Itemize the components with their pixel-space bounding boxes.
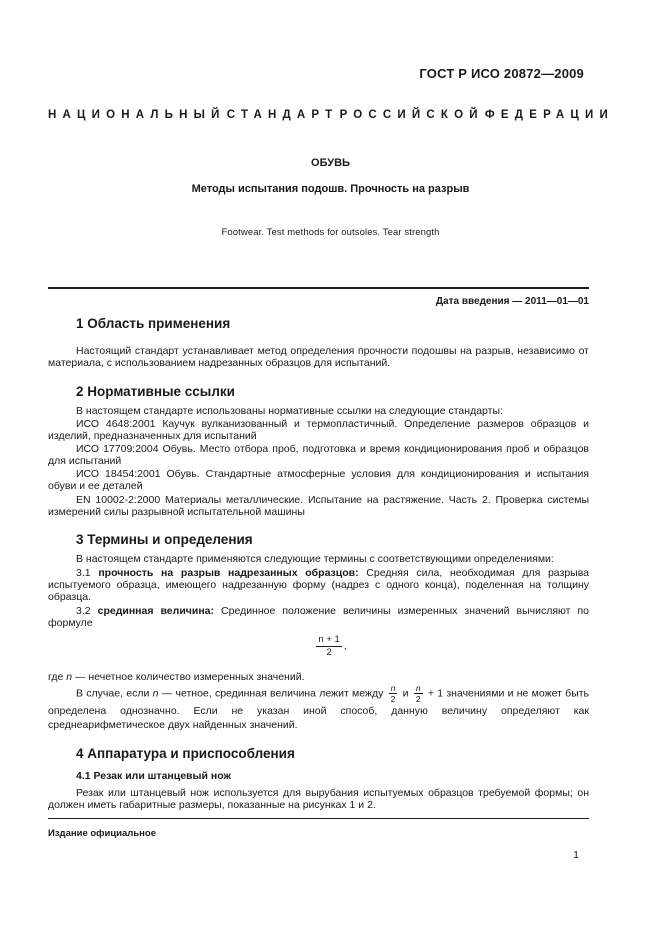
inline-fraction: $\frac{n}{2}$ [390,683,396,704]
document-subtitle: Методы испытания подошв. Прочность на разрыв [191,183,470,195]
term-3-2: 3.2 срединная величина: Срединное положение величины измеренных значений вычисляют по формуле [48,605,590,630]
national-standard-banner [48,109,614,121]
english-title: Footwear. Test methods for outsoles. Tear strength [221,227,440,238]
section-2-intro: В настоящем стандарте использованы нормативные ссылки на следующие стандарты: [76,405,503,417]
section-2-heading: 2 Нормативные ссылки [76,384,235,399]
section-4-1-text: Резак или штанцевый нож используется для вырубания испытуемых образцов требуемой формы; он должен иметь габаритные размеры, показанные на рисунках 1 и 2. [48,787,589,812]
section-3-heading: 3 Термины и определения [76,532,253,547]
gost-number: ГОСТ Р ИСО 20872—2009 [419,66,584,81]
formula-numerator: n + 1 [318,634,340,645]
header-rule [48,287,589,289]
banner-word: ФЕДЕРАЦИИ [484,109,614,121]
page-number: 1 [573,849,579,861]
banner-word: РОССИЙСКОЙ [339,109,484,121]
formula-explanation: где n — нечетное количество измеренных значений. [48,671,305,683]
term-3-2-name: срединная величина: [97,605,215,617]
median-formula [0,634,661,659]
reference-item: EN 10002-2:2000 Материалы металлические. Испытание на растяжение. Часть 2. Проверка системы измерений силы разрывной испытательной машины [48,494,589,519]
term-3-1-name: прочность на разрыв надрезанных образцов: [98,567,359,579]
reference-item: ИСО 4648:2001 Каучук вулканизованный и термопластичный. Определение размеров образцов и изделий, предназначенных для испытаний [48,418,589,443]
formula-denominator: 2 [326,647,332,658]
section-1-heading: 1 Область применения [76,316,231,331]
formula-fraction [316,634,341,659]
introduction-date: Дата введения — 2011—01—01 [435,296,589,307]
section-1-text: Настоящий стандарт устанавливает метод определения прочности подошвы на разрыв, независимо от материала, с использованием надрезанных образцов для испытаний. [48,345,589,370]
footer-rule [48,818,589,819]
section-4-heading: 4 Аппаратура и приспособления [76,746,295,761]
subsection-4-1-heading: 4.1 Резак или штанцевый нож [76,770,231,782]
banner-word: НАЦИОНАЛЬНЫЙ [48,109,226,121]
document-title: ОБУВЬ [311,157,350,169]
reference-item: ИСО 17709:2004 Обувь. Место отбора проб, подготовка и время кондиционирования проб и образцов для испытаний [48,443,589,468]
term-3-1: 3.1 прочность на разрыв надрезанных образцов: Средняя сила, необходимая для разрыва испытуемого образца, имеющего надрезанную форму (надрез с одного конца), поделенная на толщину образца. [48,567,590,604]
formula-comma: , [343,641,347,653]
reference-item: ИСО 18454:2001 Обувь. Стандартные атмосферные условия для кондиционирования и испытания обуви и ее деталей [48,468,589,493]
official-edition-label: Издание официальное [48,828,156,839]
banner-word: СТАНДАРТ [226,109,339,121]
section-3-intro: В настоящем стандарте применяются следующие термины с соответствующими определениями: [76,553,554,565]
even-case-paragraph: В случае, если n — четное, срединная величина лежит между $\frac{n}{2}$ и $\frac{n}{2}$ + 1 значениями и не может быть определена однозначно. Если не указан иной способ, данную величину определяют как среднеарифметическое двух найденных значений. [48,683,590,731]
inline-fraction: $\frac{n}{2}$ [415,683,421,704]
